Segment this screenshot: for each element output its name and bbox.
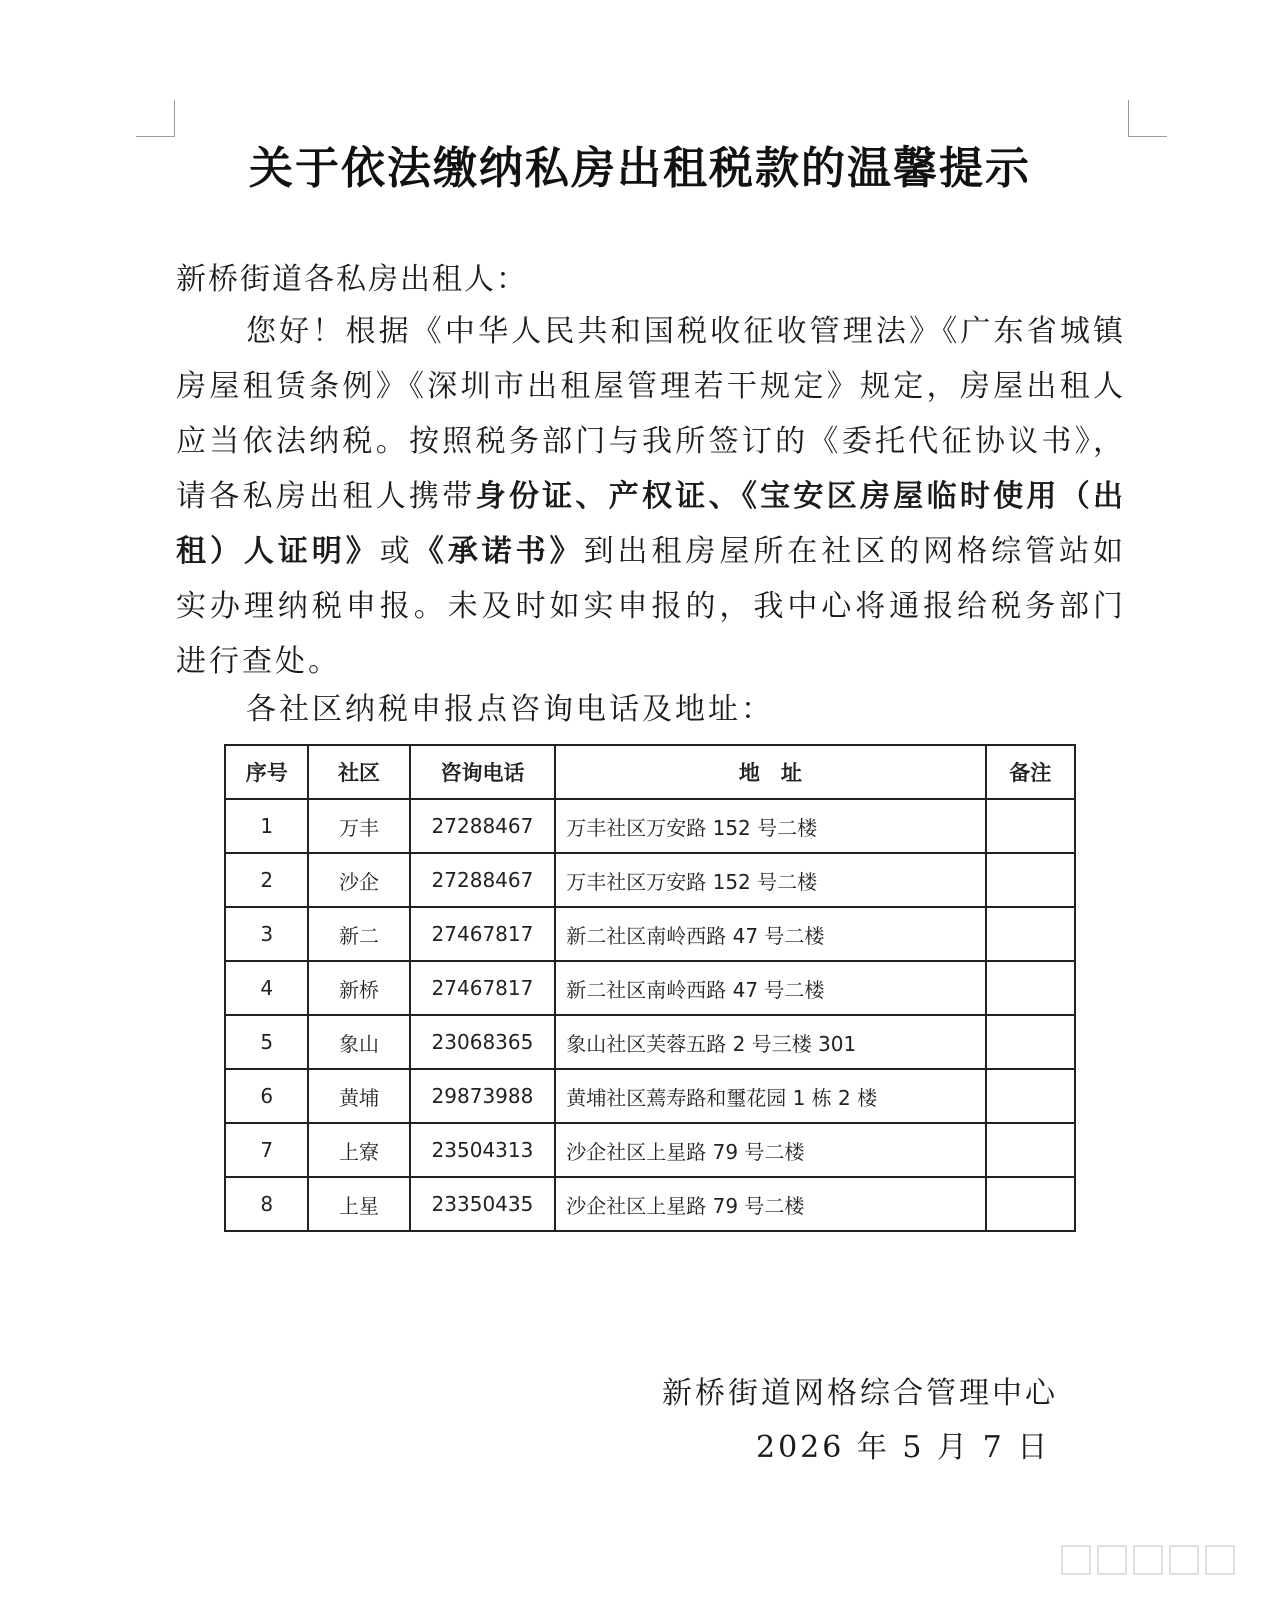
header-no: 序号 xyxy=(225,745,308,799)
table-row xyxy=(225,1015,1075,1069)
cell-address: 沙企社区上星路 79 号二楼 xyxy=(555,1123,985,1177)
header-community: 社区 xyxy=(308,745,409,799)
header-phone: 咨询电话 xyxy=(410,745,556,799)
issuer-name: 新桥街道网格综合管理中心 xyxy=(662,1376,1058,1411)
cell-community: 象山 xyxy=(308,1015,409,1069)
cell-phone: 27467817 xyxy=(410,907,556,961)
cell-community: 新二 xyxy=(308,907,409,961)
cell-no: 5 xyxy=(225,1015,308,1069)
cell-no: 6 xyxy=(225,1069,308,1123)
table-row xyxy=(225,1123,1075,1177)
body-required-documents: 身份证、产权证、《宝安区房屋临时使用（出租）人证明》 xyxy=(176,479,1127,569)
table-row xyxy=(225,961,1075,1015)
cell-remark xyxy=(986,907,1075,961)
cell-address: 新二社区南岭西路 47 号二楼 xyxy=(555,961,985,1015)
header-remark: 备注 xyxy=(986,745,1075,799)
cell-community: 上星 xyxy=(308,1177,409,1231)
cell-phone: 27288467 xyxy=(410,853,556,907)
cell-remark xyxy=(986,1177,1075,1231)
cell-no: 8 xyxy=(225,1177,308,1231)
table-row xyxy=(225,1177,1075,1231)
table-row xyxy=(225,907,1075,961)
body-text-part-2: 到出租房屋所在社区的网格综管站如实办理纳税申报。未及时如实申报的，我中心将通报给税务部门进行查处。 xyxy=(176,534,1127,679)
cell-remark xyxy=(986,853,1075,907)
cell-remark xyxy=(986,961,1075,1015)
cell-community: 新桥 xyxy=(308,961,409,1015)
table-header-row xyxy=(225,745,1075,799)
notice-body xyxy=(176,304,1126,689)
body-commitment-letter: 《承诺书》 xyxy=(413,534,584,569)
header-address: 地 址 xyxy=(555,745,985,799)
table-row xyxy=(225,1069,1075,1123)
body-text-part-1: 您好！根据《中华人民共和国税收征收管理法》《广东省城镇房屋租赁条例》《深圳市出租屋管理若干规定》规定，房屋出租人应当依法纳税。按照税务部门与我所签订的《委托代征协议书》，请各私房出租人携带 xyxy=(176,314,1126,514)
cell-no: 3 xyxy=(225,907,308,961)
cell-address: 新二社区南岭西路 47 号二楼 xyxy=(555,907,985,961)
watermark-logo xyxy=(1060,1540,1240,1580)
cell-address: 万丰社区万安路 152 号二楼 xyxy=(555,853,985,907)
cell-address: 万丰社区万安路 152 号二楼 xyxy=(555,799,985,853)
table-row xyxy=(225,799,1075,853)
table-caption: 各社区纳税申报点咨询电话及地址： xyxy=(246,692,774,727)
greeting: 新桥街道各私房出租人： xyxy=(176,262,528,297)
cell-no: 7 xyxy=(225,1123,308,1177)
cell-phone: 23068365 xyxy=(410,1015,556,1069)
body-or: 或 xyxy=(379,534,414,569)
cell-community: 沙企 xyxy=(308,853,409,907)
cell-phone: 23504313 xyxy=(410,1123,556,1177)
cell-phone: 23350435 xyxy=(410,1177,556,1231)
cell-community: 上寮 xyxy=(308,1123,409,1177)
cell-community: 黄埔 xyxy=(308,1069,409,1123)
cell-address: 沙企社区上星路 79 号二楼 xyxy=(555,1177,985,1231)
cell-phone: 27288467 xyxy=(410,799,556,853)
cell-remark xyxy=(986,1069,1075,1123)
cell-phone: 27467817 xyxy=(410,961,556,1015)
cell-community: 万丰 xyxy=(308,799,409,853)
table-row xyxy=(225,853,1075,907)
cell-remark xyxy=(986,1123,1075,1177)
cell-address: 黄埔社区蔫寿路和璽花园 1 栋 2 楼 xyxy=(555,1069,985,1123)
cell-no: 4 xyxy=(225,961,308,1015)
cell-address: 象山社区芙蓉五路 2 号三楼 301 xyxy=(555,1015,985,1069)
notice-title: 关于依法缴纳私房出租税款的温馨提示 xyxy=(249,143,1031,194)
cell-no: 1 xyxy=(225,799,308,853)
issue-date: 2026 年 5 月 7 日 xyxy=(756,1430,1051,1465)
cell-remark xyxy=(986,799,1075,853)
cell-phone: 29873988 xyxy=(410,1069,556,1123)
cell-no: 2 xyxy=(225,853,308,907)
cell-remark xyxy=(986,1015,1075,1069)
contact-table xyxy=(224,744,1076,1232)
